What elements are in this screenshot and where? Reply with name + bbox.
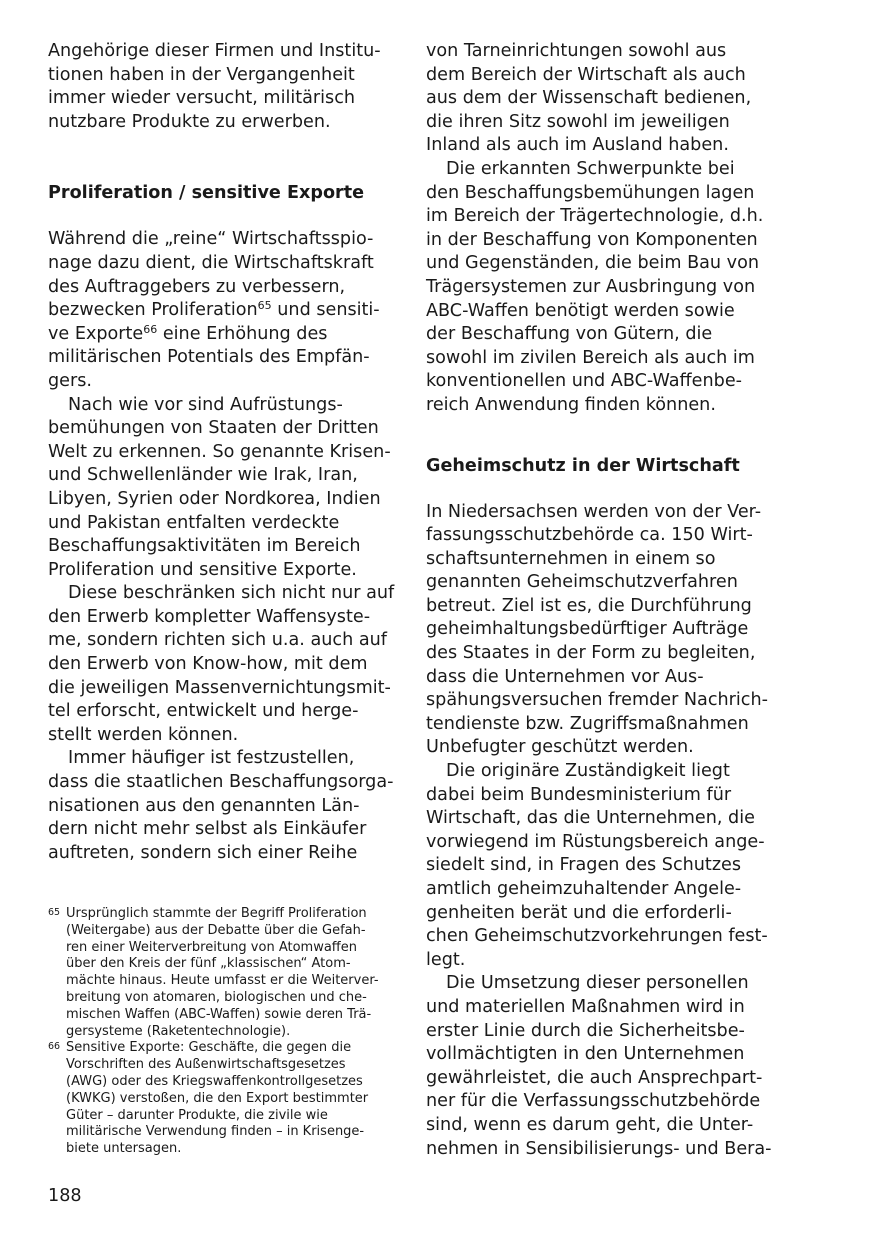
text-line: gewährleistet, die auch Ansprechpart- [426, 1067, 763, 1088]
text-line: Die originäre Zuständigkeit liegt [446, 761, 730, 782]
paragraph-geheimschutz-2 [426, 760, 771, 972]
text-line: spähungsversuchen fremder Nachrich- [426, 690, 768, 711]
text-line: dass die staatlichen Beschaffungsorga- [48, 772, 394, 793]
text-line: nutzbare Produkte zu erwerben. [48, 111, 331, 132]
page-number: 188 [48, 1186, 82, 1206]
footnote-line: Ursprünglich stammte der Begriff Proliferation [66, 906, 367, 921]
footnotes [48, 906, 393, 1158]
text-fragment: und sensiti- [271, 300, 380, 321]
text-line: die ihren Sitz sowohl im jeweiligen [426, 111, 730, 132]
text-line: in der Beschaffung von Komponenten [426, 229, 758, 250]
text-line: den Erwerb von Know-how, mit dem [48, 654, 368, 675]
footnote-line: über den Kreis der fünf „klassischen“ Atom- [66, 956, 351, 972]
footnote-line: militärische Verwendung finden – in Krisenge- [66, 1124, 365, 1140]
text-line: me, sondern richten sich u.a. auch auf [48, 630, 387, 651]
footnote-line: mischen Waffen (ABC-Waffen) sowie deren Trä- [66, 1006, 372, 1022]
paragraph-intro [48, 40, 393, 134]
text-line: erster Linie durch die Sicherheitsbe- [426, 1020, 745, 1041]
text-line: dabei beim Bundesministerium für [426, 784, 732, 805]
text-line: nehmen in Sensibilisierungs- und Bera- [426, 1138, 772, 1159]
text-line: Unbefugter geschützt werden. [426, 737, 694, 758]
spacer [426, 478, 771, 501]
text-line: sind, wenn es darum geht, die Unter- [426, 1114, 754, 1135]
text-line: nisationen aus den genannten Län- [48, 795, 360, 816]
text-line: Wirtschaft, das die Unternehmen, die [426, 808, 755, 829]
text-line: Angehörige dieser Firmen und Institu- [48, 41, 381, 61]
text-line [48, 299, 393, 323]
text-line: des Staates in der Form zu begleiten, [426, 643, 756, 664]
footnote-line: (Weitergabe) aus der Debatte über die Gefah- [66, 922, 366, 938]
text-line: konventionellen und ABC-Waffenbe- [426, 371, 742, 392]
footnote-line: biete untersagen. [66, 1141, 182, 1157]
text-line: stellt werden können. [48, 724, 239, 745]
text-line: und Schwellenländer wie Irak, Iran, [48, 465, 358, 486]
footnote-line: (KWKG) verstoßen, die den Export bestimmter [66, 1090, 369, 1106]
paragraph-geheimschutz-3 [426, 972, 771, 1161]
text-line: nage dazu dient, die Wirtschaftskraft [48, 252, 374, 273]
text-line: und Pakistan entfalten verdeckte [48, 512, 340, 533]
text-line: ABC-Waffen benötigt werden sowie [426, 300, 735, 321]
text-line: Die Umsetzung dieser personellen [446, 973, 749, 994]
text-line: Während die „reine“ Wirtschaftsspio- [48, 229, 374, 250]
text-line: immer wieder versucht, militärisch [48, 88, 356, 109]
text-line: tionen haben in der Vergangenheit [48, 64, 355, 85]
text-line: siedelt sind, in Fragen des Schutzes [426, 855, 742, 876]
paragraph-proliferation-2 [48, 394, 393, 583]
left-column [48, 40, 393, 865]
text-line: sowohl im zivilen Bereich als auch im [426, 347, 755, 368]
text-line: Trägersystemen zur Ausbringung von [426, 276, 756, 297]
text-line: In Niedersachsen werden von der Ver- [426, 501, 762, 522]
text-line: im Bereich der Trägertechnologie, d.h. [426, 206, 764, 227]
text-line: legt. [426, 949, 466, 970]
text-line: von Tarneinrichtungen sowohl aus [426, 41, 727, 61]
text-line: den Beschaffungsbemühungen lagen [426, 182, 755, 203]
text-line: Libyen, Syrien oder Nordkorea, Indien [48, 488, 381, 509]
text-line: Beschaffungsaktivitäten im Bereich [48, 536, 361, 557]
text-line: Inland als auch im Ausland haben. [426, 135, 729, 156]
text-fragment: ve Exporte [48, 323, 144, 344]
text-line: vorwiegend im Rüstungsbereich ange- [426, 831, 765, 852]
spacer [48, 205, 393, 228]
text-line: vollmächtigten in den Unternehmen [426, 1044, 745, 1065]
text-line: chen Geheimschutzvorkehrungen fest- [426, 926, 768, 947]
text-line: aus dem der Wissenschaft bedienen, [426, 88, 752, 109]
text-line: auftreten, sondern sich einer Reihe [48, 842, 358, 863]
paragraph-schwerpunkte [426, 158, 771, 418]
text-line: dem Bereich der Wirtschaft als auch [426, 64, 746, 85]
text-line: Nach wie vor sind Aufrüstungs- [68, 394, 343, 415]
paragraph-proliferation-4 [48, 747, 393, 865]
text-line: und Gegenständen, die beim Bau von [426, 253, 759, 274]
text-line: militärischen Potentials des Empfän- [48, 347, 370, 368]
footnote-line: ren einer Weiterverbreitung von Atomwaffen [66, 939, 358, 955]
footnote-66 [48, 1040, 393, 1158]
text-line: geheimhaltungsbedürftiger Aufträge [426, 619, 749, 640]
text-line: gers. [48, 370, 92, 391]
text-fragment: eine Erhöhung des [157, 323, 328, 344]
footnote-number: 66 [48, 1041, 61, 1053]
text-line: Diese beschränken sich nicht nur auf [68, 583, 395, 604]
spacer [48, 134, 393, 181]
text-line: die jeweiligen Massenvernichtungsmit- [48, 677, 391, 698]
footnote-ref-65[interactable]: 65 [257, 299, 272, 313]
text-line: und materiellen Maßnahmen wird in [426, 996, 745, 1017]
text-line: tendienste bzw. Zugriffsmaßnahmen [426, 713, 749, 734]
text-line [48, 323, 393, 347]
paragraph-continuation [426, 40, 771, 158]
footnote-number: 65 [48, 907, 61, 918]
footnote-line: breitung von atomaren, biologischen und che- [66, 989, 367, 1005]
text-line: bemühungen von Staaten der Dritten [48, 418, 379, 439]
footnote-line: gersysteme (Raketentechnologie). [66, 1023, 291, 1039]
footnote-ref-66[interactable]: 66 [143, 322, 158, 336]
text-line: fassungsschutzbehörde ca. 150 Wirt- [426, 525, 753, 546]
right-column [426, 40, 771, 1161]
text-fragment: bezwecken Proliferation [48, 300, 258, 321]
footnote-line: Vorschriften des Außenwirtschaftsgesetzes [66, 1057, 346, 1073]
footnote-line: Güter – darunter Produkte, die zivile wie [66, 1107, 328, 1123]
text-line: dern nicht mehr selbst als Einkäufer [48, 819, 367, 840]
paragraph-proliferation-1 [48, 228, 393, 393]
text-line: der Beschaffung von Gütern, die [426, 324, 713, 345]
text-line: dass die Unternehmen vor Aus- [426, 666, 704, 687]
text-line: schaftsunternehmen in einem so [426, 548, 716, 569]
section-heading-geheimschutz: Geheimschutz in der Wirtschaft [426, 455, 740, 476]
text-line: genheiten berät und die erforderli- [426, 902, 732, 923]
text-line: genannten Geheimschutzverfahren [426, 572, 738, 593]
text-line: Immer häufiger ist festzustellen, [68, 748, 355, 769]
text-line: des Auftraggebers zu verbessern, [48, 276, 346, 297]
footnote-65 [48, 906, 393, 1040]
text-line: betreut. Ziel ist es, die Durchführung [426, 595, 752, 616]
text-line: amtlich geheimzuhaltender Angele- [426, 879, 742, 899]
text-line: den Erwerb kompletter Waffensyste- [48, 606, 371, 627]
paragraph-proliferation-3 [48, 582, 393, 747]
footnote-line: Sensitive Exporte: Geschäfte, die gegen die [66, 1040, 352, 1056]
text-line: Die erkannten Schwerpunkte bei [446, 158, 735, 179]
text-line: Welt zu erkennen. So genannte Krisen- [48, 441, 391, 462]
text-line: reich Anwendung finden können. [426, 394, 716, 415]
footnote-line: mächte hinaus. Heute umfasst er die Weiterver- [66, 973, 379, 989]
paragraph-geheimschutz-1 [426, 501, 771, 761]
spacer [426, 418, 771, 454]
footnote-line: (AWG) oder des Kriegswaffenkontrollgesetzes [66, 1073, 363, 1089]
section-heading-proliferation: Proliferation / sensitive Exporte [48, 183, 365, 204]
text-line: tel erforscht, entwickelt und herge- [48, 701, 359, 722]
text-line: Proliferation und sensitive Exporte. [48, 559, 357, 580]
text-line: ner für die Verfassungsschutzbehörde [426, 1091, 761, 1112]
